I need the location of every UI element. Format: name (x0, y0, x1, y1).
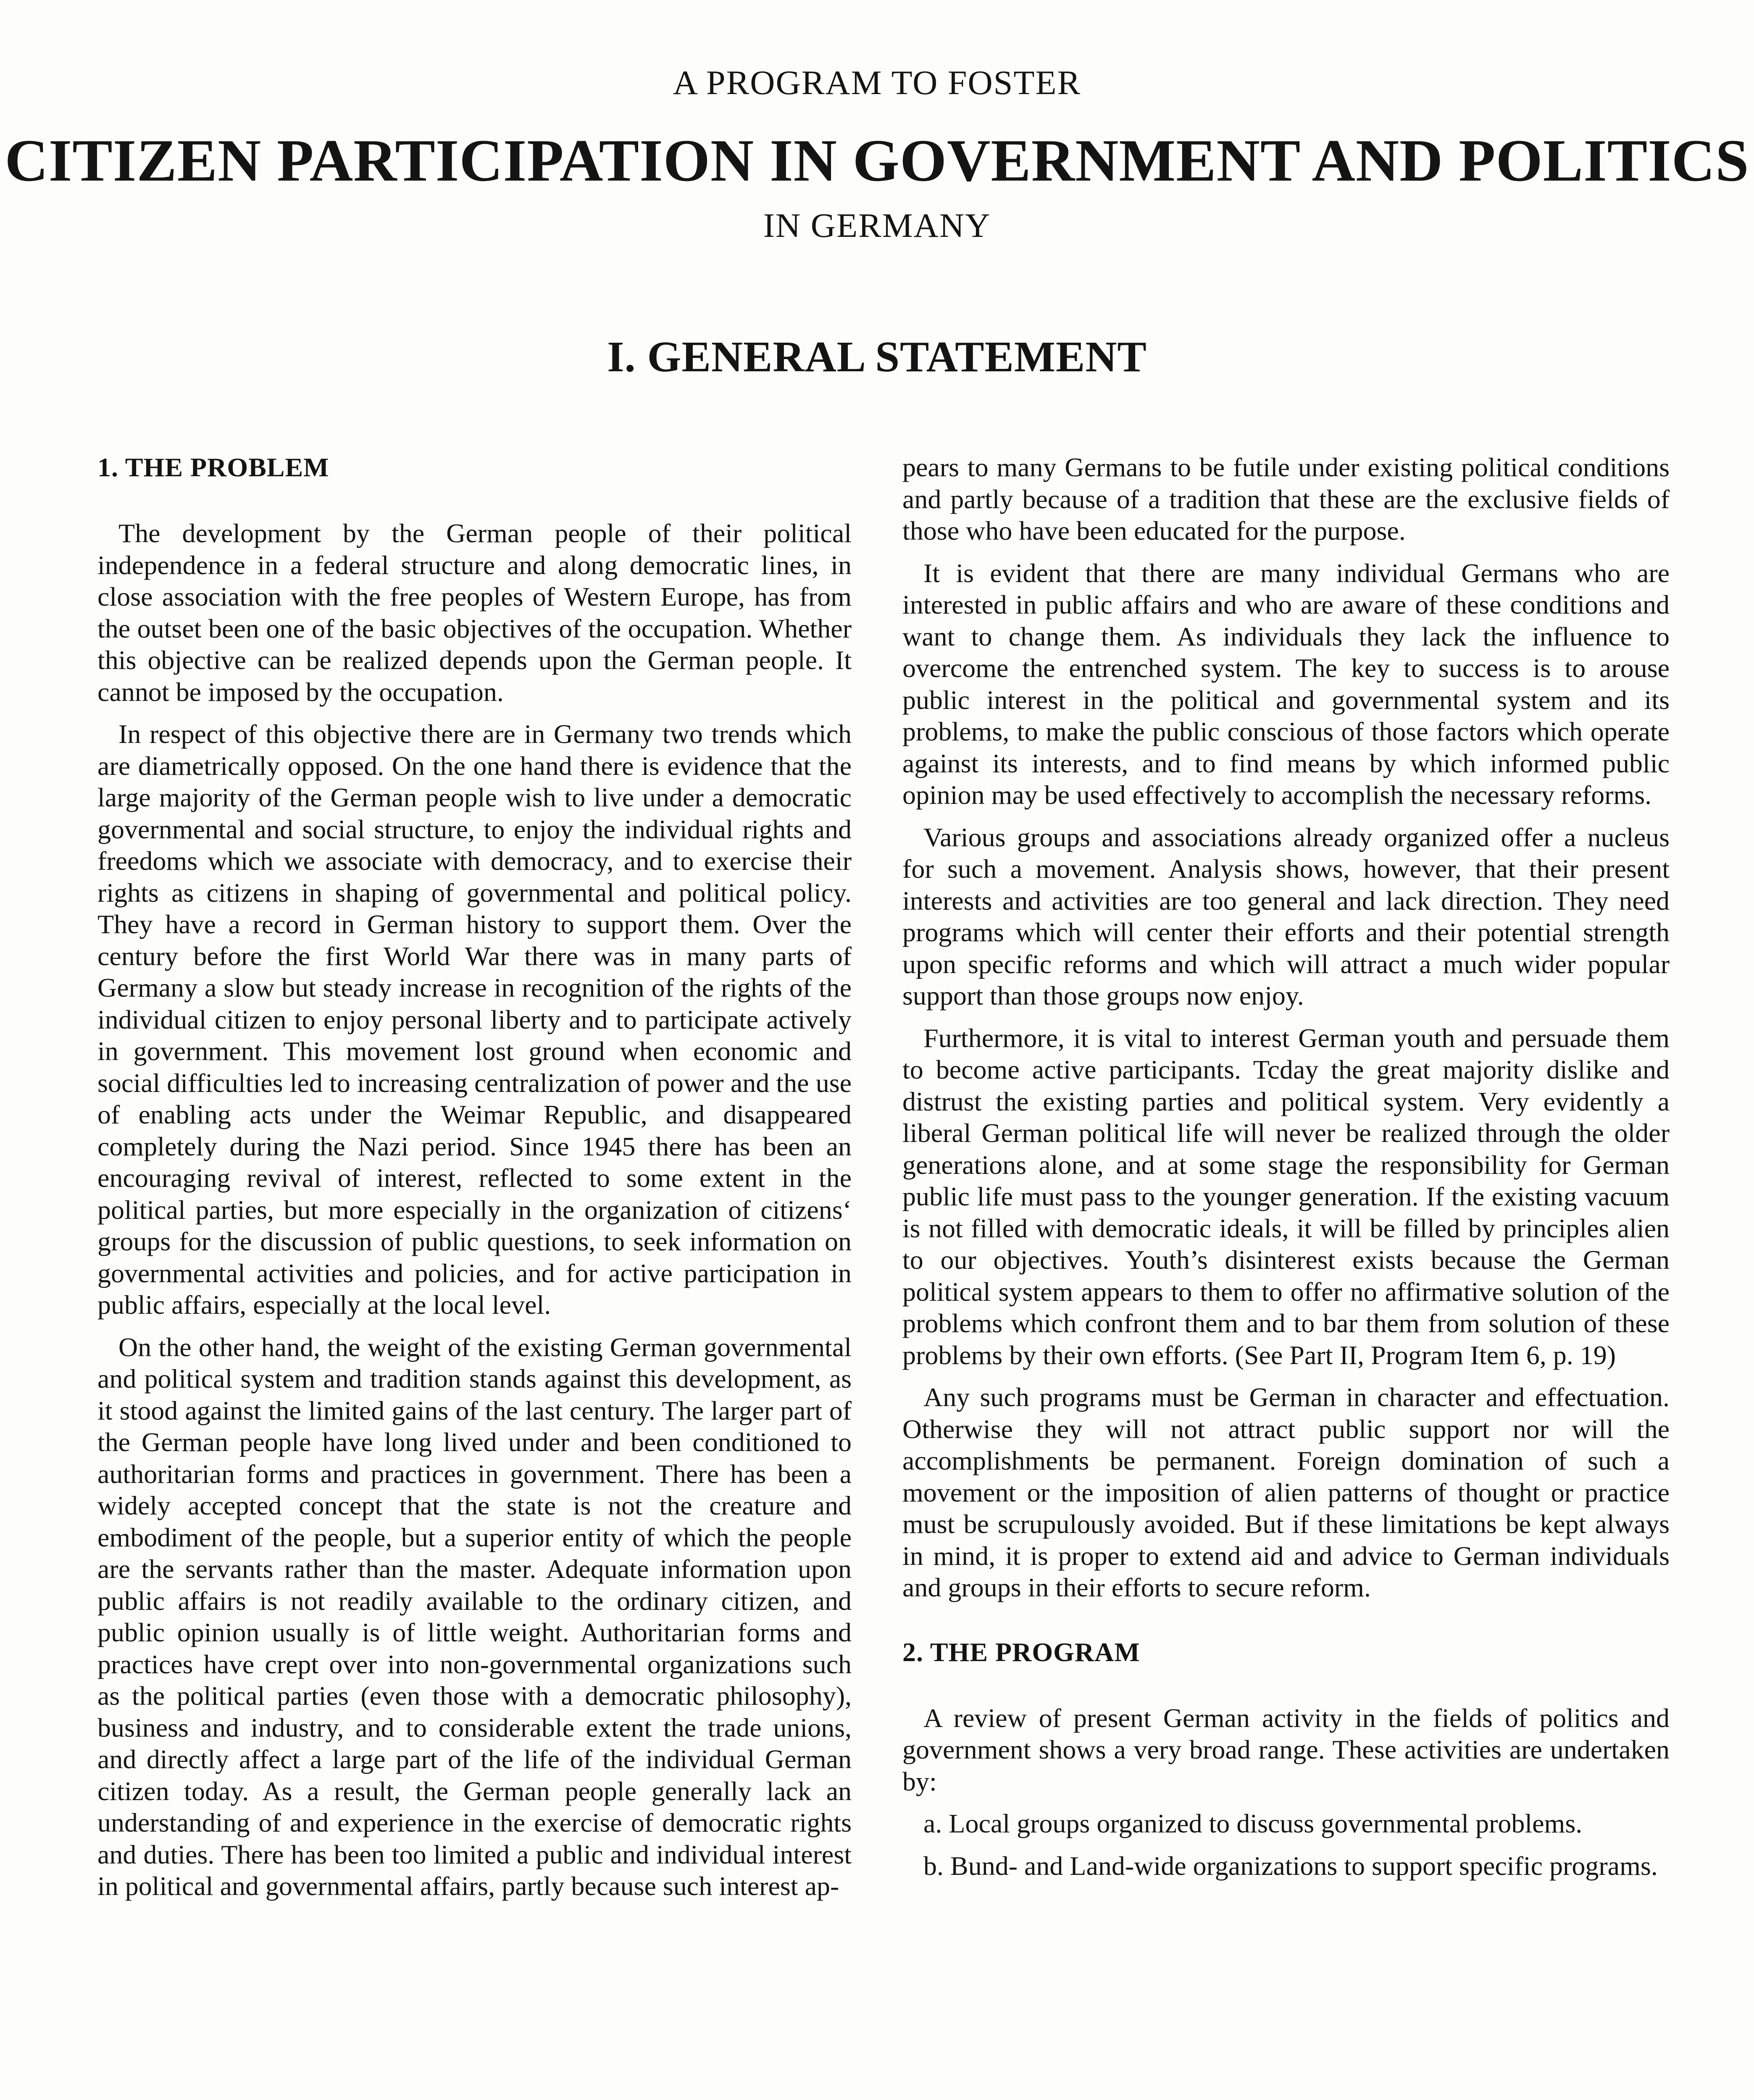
paragraph-continuation: pears to many Germans to be futile under existing political conditions and partly because of a tradition that these are the exclusive fields of those who have been educated for the purpose. (902, 452, 1670, 546)
paragraph: It is evident that there are many individual Germans who are interested in public affairs and who are aware of these conditions and want to change them. As individuals they lack the influence to overcome the entrenched system. The key to success is to arouse public interest in the political and governmental system and its problems, to make the public conscious of those factors which operate against its interests, and to find means by which informed public opinion may be used effectively to accomplish the necessary reforms. (902, 558, 1670, 810)
paragraph: The development by the German people of their political independence in a federal structure and along democratic lines, in close association with the free peoples of Western Europe, has from the outset been one of the basic objectives of the occupation. Whether this objective can be realized depends upon the German people. It cannot be imposed by the occupation. (97, 518, 852, 707)
document-title: CITIZEN PARTICIPATION IN GOVERNMENT AND POLITICS (5, 127, 1749, 194)
left-column (97, 452, 852, 1913)
paragraph: On the other hand, the weight of the existing German governmental and political system and tradition stands against this development, as it stood against the limited gains of the last century. The larger part of the German people have long lived under and been conditioned to authoritarian forms and practices in government. There has been a widely accepted concept that the state is not the creature and embodiment of the people, but a superior entity of which the people are the servants rather than the master. Adequate information upon public affairs is not readily available to the ordinary citizen, and public opinion usually is of little weight. Authoritarian forms and practices have crept over into non-governmental organizations such as the political parties (even those with a democratic philosophy), business and industry, and to considerable extent the trade unions, and directly affect a large part of the life of the individual German citizen today. As a result, the German people generally lack an understanding of and experience in the exercise of democratic rights and duties. There has been too limited a public and individual interest in political and governmental affairs, partly because such interest ap- (97, 1332, 852, 1901)
right-column (902, 452, 1670, 1892)
paragraph: In respect of this objective there are in Germany two trends which are diametrically opposed. On the one hand there is evidence that the large majority of the German people wish to live under a democratic governmental and social structure, to enjoy the individual rights and freedoms which we associate with democracy, and to exercise their rights as citizens in shaping of governmental and political policy. They have a record in German history to support them. Over the century before the first World War there was in many parts of Germany a slow but steady increase in recognition of the rights of the individual citizen to enjoy personal liberty and to participate actively in government. This movement lost ground when economic and social difficulties led to increasing centralization of power and the use of enabling acts under the Weimar Republic, and disappeared completely during the Nazi period. Since 1945 there has been an encouraging revival of interest, reflected to some extent in the political parties, but more especially in the organization of citizens‘ groups for the discussion of public questions, to seek information on governmental activities and policies, and for active participation in public affairs, especially at the local level. (97, 719, 852, 1320)
paragraph: Furthermore, it is vital to interest German youth and persuade them to become active participants. Tcday the great majority dislike and distrust the existing parties and political system. Very evidently a liberal German political life will never be realized through the older generations alone, and at some stage the responsibility for German public life must pass to the younger generation. If the existing vacuum is not filled with democratic ideals, it will be filled by principles alien to our objectives. Youth’s disinterest exists because the German political system appears to them to offer no affirmative solution of the problems which confront them and to bar them from solution of these problems by their own efforts. (See Part II, Program Item 6, p. 19) (902, 1023, 1670, 1370)
document-subtitle: IN GERMANY (763, 206, 991, 244)
document-kicker: A PROGRAM TO FOSTER (673, 63, 1081, 102)
section-heading-program: 2. THE PROGRAM (902, 1637, 1140, 1667)
paragraph: Any such programs must be German in character and effectuation. Otherwise they will not attract public support nor will the accomplishments be permanent. Foreign domination of such a movement or the imposition of alien patterns of thought or practice must be scrupulously avoided. But if these limitations be kept always in mind, it is proper to extend aid and advice to German individuals and groups in their efforts to secure reform. (902, 1382, 1670, 1602)
paragraph: A review of present German activity in the fields of politics and government shows a very broad range. These activities are undertaken by: (902, 1703, 1670, 1796)
list-item: b. Bund- and Land-wide organizations to support specific programs. (923, 1851, 1658, 1881)
paragraph: Various groups and associations already organized offer a nucleus for such a movement. Analysis shows, however, that their present interests and activities are too general and lack direction. They need programs which will center their efforts and their potential strength upon specific reforms and which will attract a much wider popular support than those groups now enjoy. (902, 822, 1670, 1011)
part-heading: I. GENERAL STATEMENT (607, 333, 1147, 381)
section-heading-problem: 1. THE PROBLEM (97, 452, 329, 482)
list-item: a. Local groups organized to discuss governmental problems. (923, 1809, 1583, 1838)
